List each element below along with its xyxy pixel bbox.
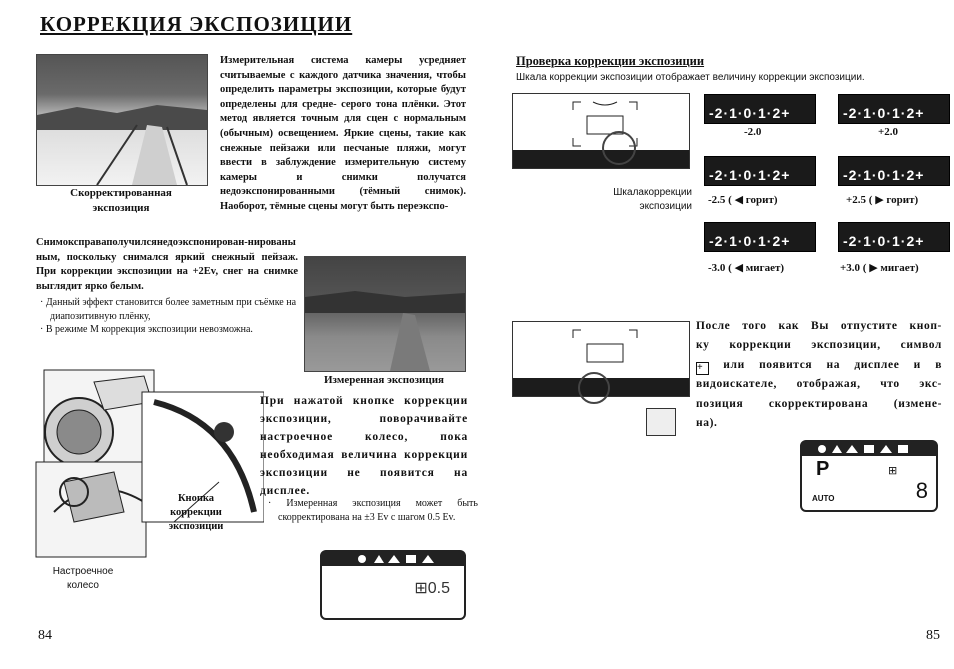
lcd-digit: 8 (915, 478, 928, 503)
continuation-paragraph: Снимоксправаполучилсянедоэкспонирован-нированы ным, поскольку снимался яркий снежный пейзаж. При коррекции экспозиции на +2Ev, снег на снимке выглядит ярко белым. (36, 237, 298, 292)
scale-display-minus-3: -2·1·0·1·2+ (704, 222, 816, 252)
lcd-auto: AUTO (812, 494, 835, 503)
release-paragraph: После того как Вы отпустите кноп- ку коррекции экспозиции, символ + или появится на дисплее и в видоискателе, отображая, что экс- позиция скорректирована (измене- на). (696, 320, 943, 430)
scale-label-minus-2-5: -2.5 ( ◀ горит) (708, 194, 778, 206)
scale-label: Шкалакоррекции экспозиции (613, 187, 692, 212)
scale-display-plus-3: -2·1·0·1·2+ (838, 222, 950, 252)
corrected-exposure-photo (36, 54, 208, 186)
page-number-left: 84 (38, 628, 52, 643)
lcd-mode: P (816, 458, 830, 480)
viewfinder2-highlight (578, 372, 610, 404)
photo2-caption: Измеренная экспозиция (324, 374, 444, 386)
photo1-caption: Скорректированная экспозиция (70, 187, 172, 214)
scale-display-minus-2-5: -2·1·0·1·2+ (704, 156, 816, 186)
scale-label-minus-3: -3.0 ( ◀ мигает) (708, 262, 785, 274)
lcd-compensation-value: ⊞0.5 (414, 580, 450, 597)
scale-label-plus-2-5: +2.5 ( ▶ горит) (846, 194, 919, 206)
intro-paragraph: Измерительная система камеры усредняет считываемые с каждого датчика значения, чтобы определить параметры экспозиции, которые будут определены для средне- серого тона плёнки. Этот метод является точным для сцен с нормальным (обычным) освещением. Яркие сцены, такие как снежные пейзажи или песчаные пляжи, могут ввести в заблуждение измерительную систему камеры и снимки получатся недоэкспонированными (тёмный снимок). Наоборот, тёмные сцены могут быть переэкспо- (220, 55, 466, 212)
section-subtext: Шкала коррекции экспозиции отображает величину коррекции экспозиции. (516, 72, 865, 83)
ev-range-bullet: · Измеренная экспозиция может быть скорректирована на ±3 Ev с шагом 0.5 Ev. (268, 498, 478, 523)
page-title: КОРРЕКЦИЯ ЭКСПОЗИЦИИ (40, 12, 353, 36)
scale-display-plus-2-5: -2·1·0·1·2+ (838, 156, 950, 186)
snow-landscape-image (37, 55, 207, 185)
scale-label-minus-2: -2.0 (744, 126, 762, 138)
scale-display-plus-2: -2·1·0·1·2+ (838, 94, 950, 124)
exposure-compensation-symbol-icon (646, 408, 676, 436)
press-instruction: При нажатой кнопке коррекции экспозиции, поворачивайте настроечное колесо, пока необходимая величина коррекции экспозиции не появится на дисплее. (260, 395, 468, 497)
page-number-right: 85 (926, 628, 940, 643)
dial-label: Настроечное колесо (52, 566, 114, 591)
plus-box-icon: + (696, 362, 709, 375)
measured-exposure-photo (304, 256, 466, 372)
viewfinder-display-1 (512, 93, 690, 169)
scale-label-plus-2: +2.0 (878, 126, 899, 138)
lcd-panel-small (320, 550, 466, 620)
section-heading: Проверка коррекции экспозиции (516, 54, 705, 68)
lcd-plus-icon: ⊞ (888, 465, 898, 477)
viewfinder-scale-highlight (602, 131, 636, 165)
scale-display-minus-2: -2·1·0·1·2+ (704, 94, 816, 124)
compensation-button-label: Кнопка коррекции экспозиции (168, 493, 224, 532)
lcd-panel-large (800, 440, 938, 512)
left-bullets: · Данный эффект становится более заметным при съёмке на диапозитивную плёнку, · В режиме М коррекция экспозиции невозможна. (40, 297, 297, 335)
scale-label-plus-3: +3.0 ( ▶ мигает) (840, 262, 919, 274)
